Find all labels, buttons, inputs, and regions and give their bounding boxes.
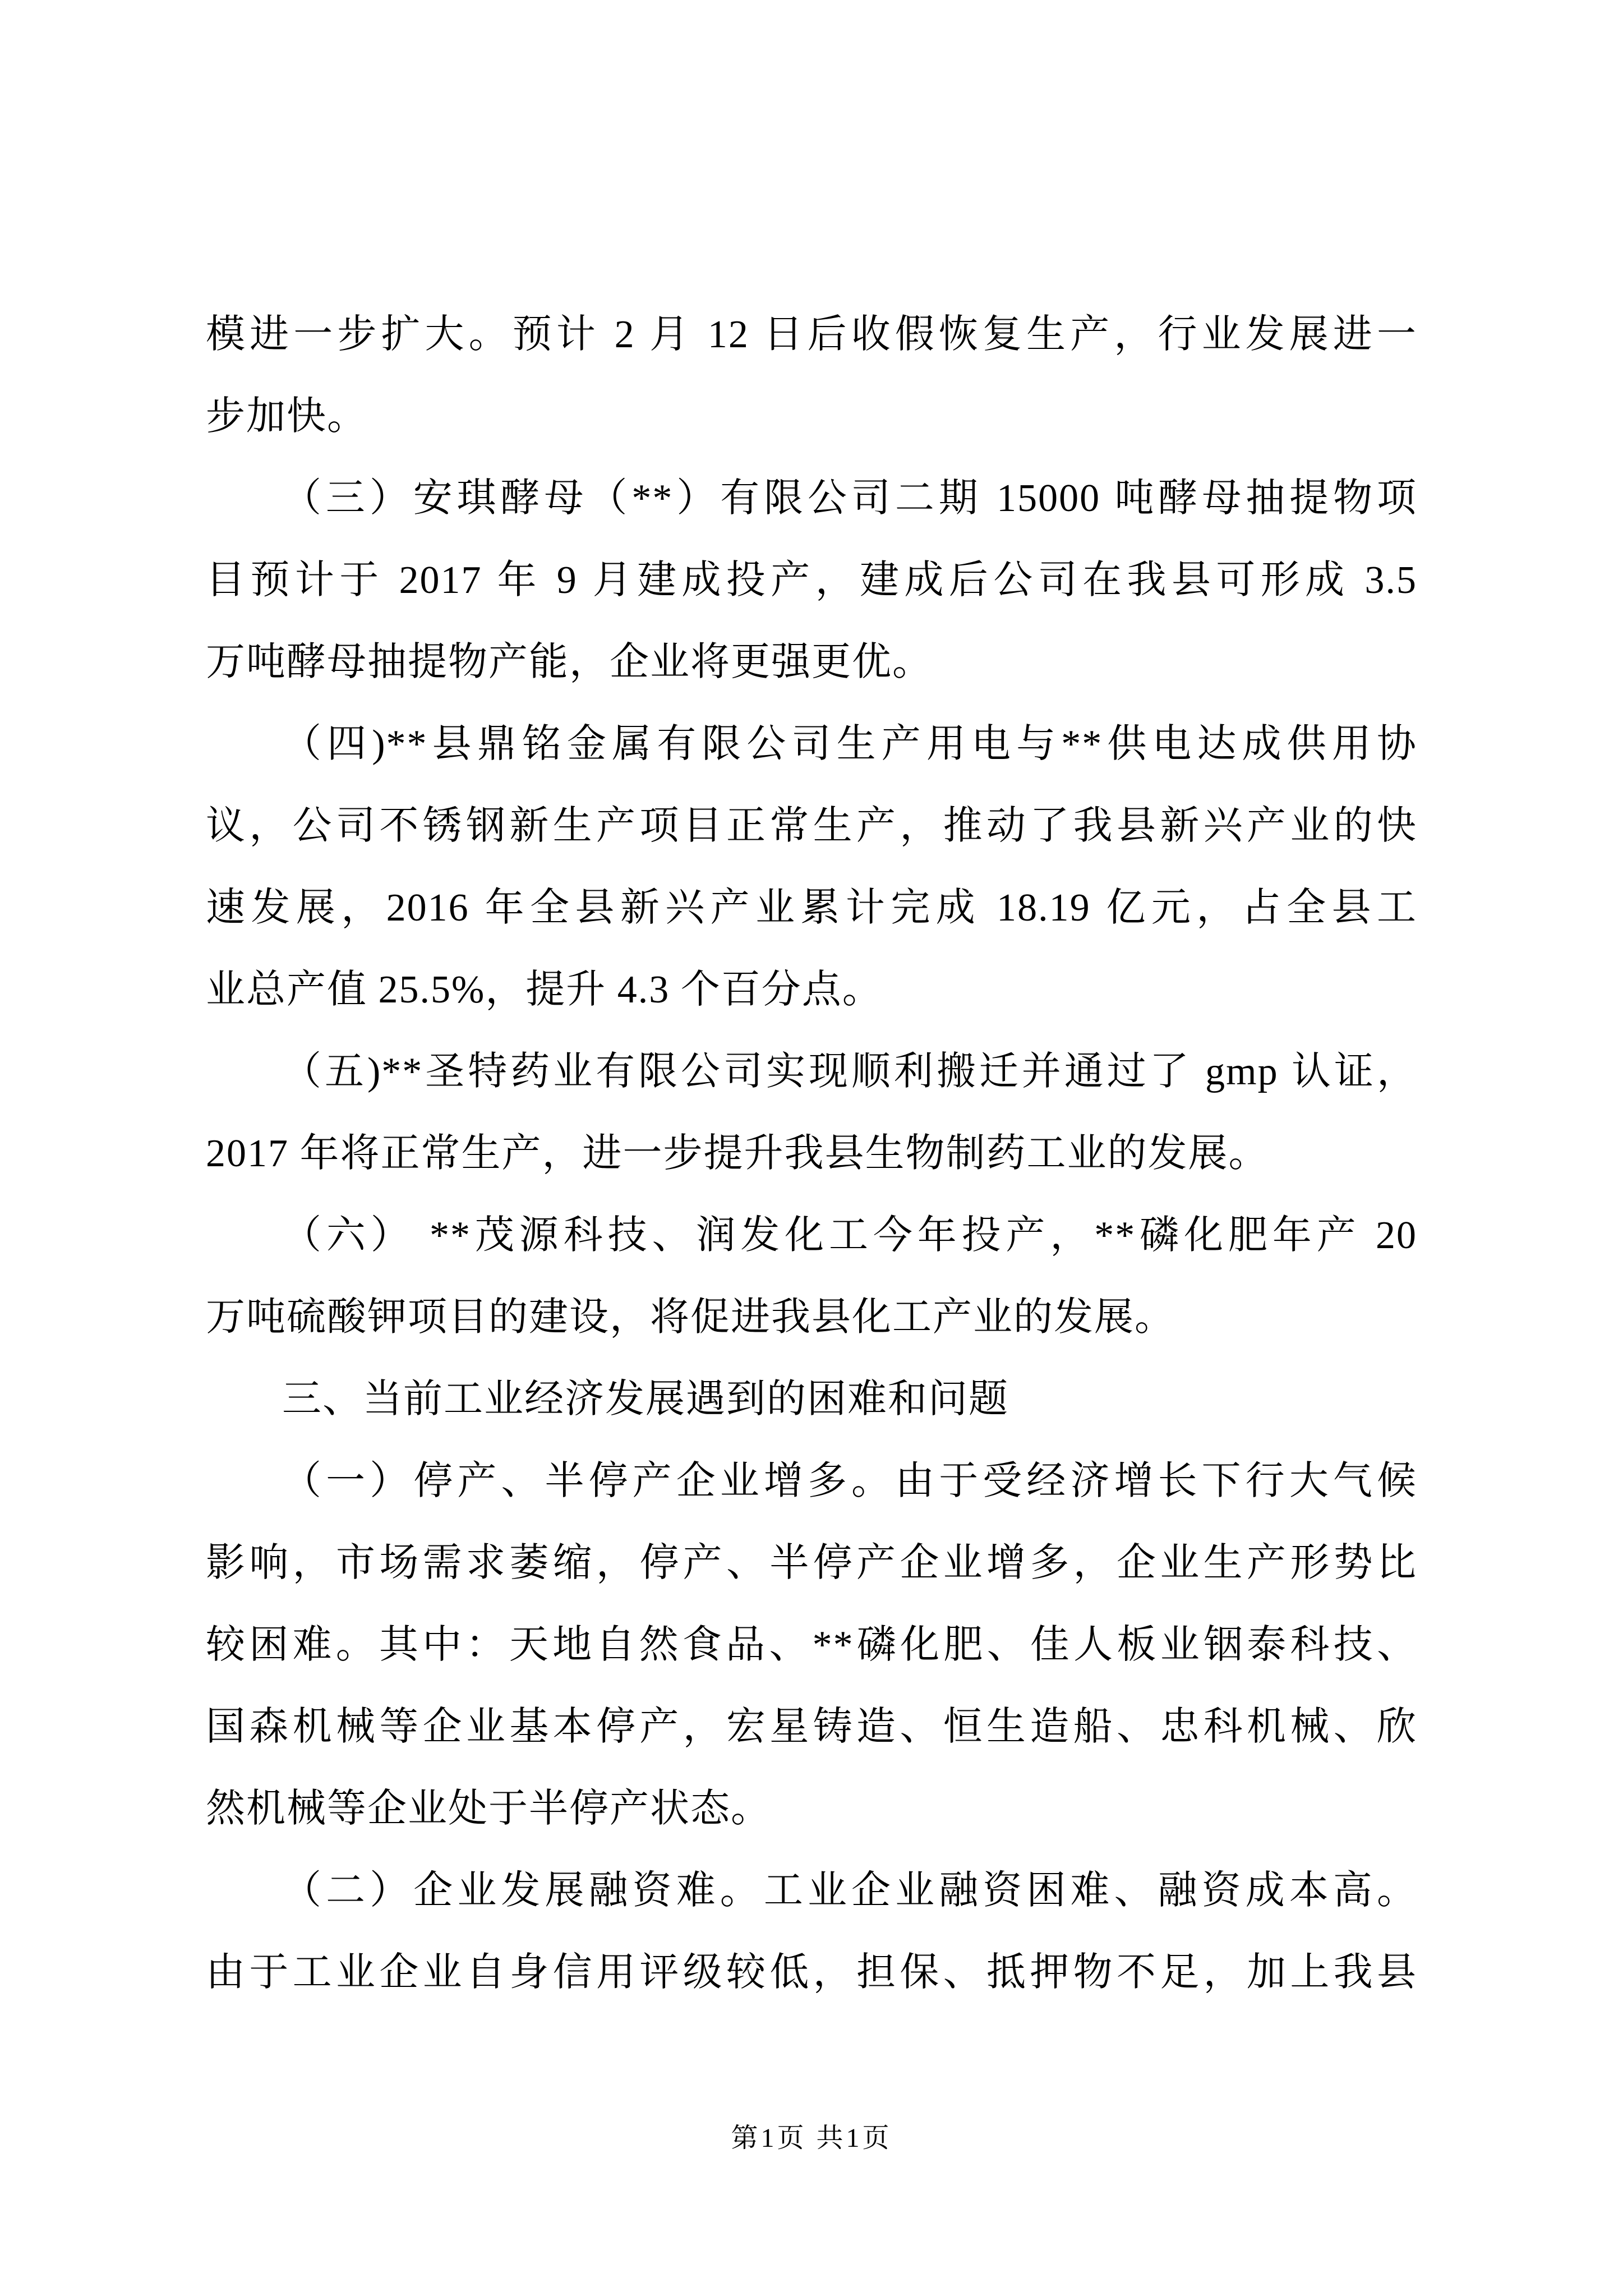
text-line: 万吨酵母抽提物产能，企业将更强更优。: [206, 641, 933, 684]
text-line: 目预计于 2017 年 9 月建成投产，建成后公司在我县可形成 3.5: [206, 559, 1417, 602]
text-line: 由于工业企业自身信用评级较低，担保、抵押物不足，加上我县: [206, 1951, 1417, 1994]
text-line: （一）停产、半停产企业增多。由于受经济增长下行大气候: [282, 1460, 1417, 1503]
text-line: 2017 年将正常生产，进一步提升我县生物制药工业的发展。: [206, 1132, 1269, 1175]
text-line: （六） **茂源科技、润发化工今年投产，**磷化肥年产 20: [282, 1214, 1417, 1257]
text-line: 然机械等企业处于半停产状态。: [206, 1787, 771, 1830]
text-line: 国森机械等企业基本停产，宏星铸造、恒生造船、忠科机械、欣: [206, 1705, 1417, 1749]
document-body: [206, 294, 1417, 2014]
text-line: （五)**圣特药业有限公司实现顺利搬迁并通过了 gmp 认证，: [282, 1050, 1417, 1093]
text-line: 影响，市场需求萎缩，停产、半停产企业增多，企业生产形势比: [206, 1542, 1417, 1585]
text-line: 万吨硫酸钾项目的建设，将促进我县化工产业的发展。: [206, 1296, 1175, 1339]
text-line: 业总产值 25.5%，提升 4.3 个百分点。: [206, 968, 883, 1011]
text-line: 较困难。其中：天地自然食品、**磷化肥、佳人板业铟泰科技、: [206, 1623, 1417, 1667]
text-line: 议，公司不锈钢新生产项目正常生产，推动了我县新兴产业的快: [206, 804, 1417, 848]
page-footer: 第1页 共1页: [731, 2123, 892, 2153]
text-line: 三、当前工业经济发展遇到的困难和问题: [282, 1378, 1009, 1421]
text-line: （三）安琪酵母（**）有限公司二期 15000 吨酵母抽提物项: [282, 477, 1417, 520]
text-line: （二）企业发展融资难。工业企业融资困难、融资成本高。: [282, 1869, 1417, 1912]
text-line: 模进一步扩大。预计 2 月 12 日后收假恢复生产，行业发展进一: [206, 313, 1417, 356]
text-line: （四)**县鼎铭金属有限公司生产用电与**供电达成供用协: [282, 723, 1417, 766]
text-line: 步加快。: [206, 395, 367, 438]
text-line: 速发展，2016 年全县新兴产业累计完成 18.19 亿元，占全县工: [206, 886, 1417, 930]
